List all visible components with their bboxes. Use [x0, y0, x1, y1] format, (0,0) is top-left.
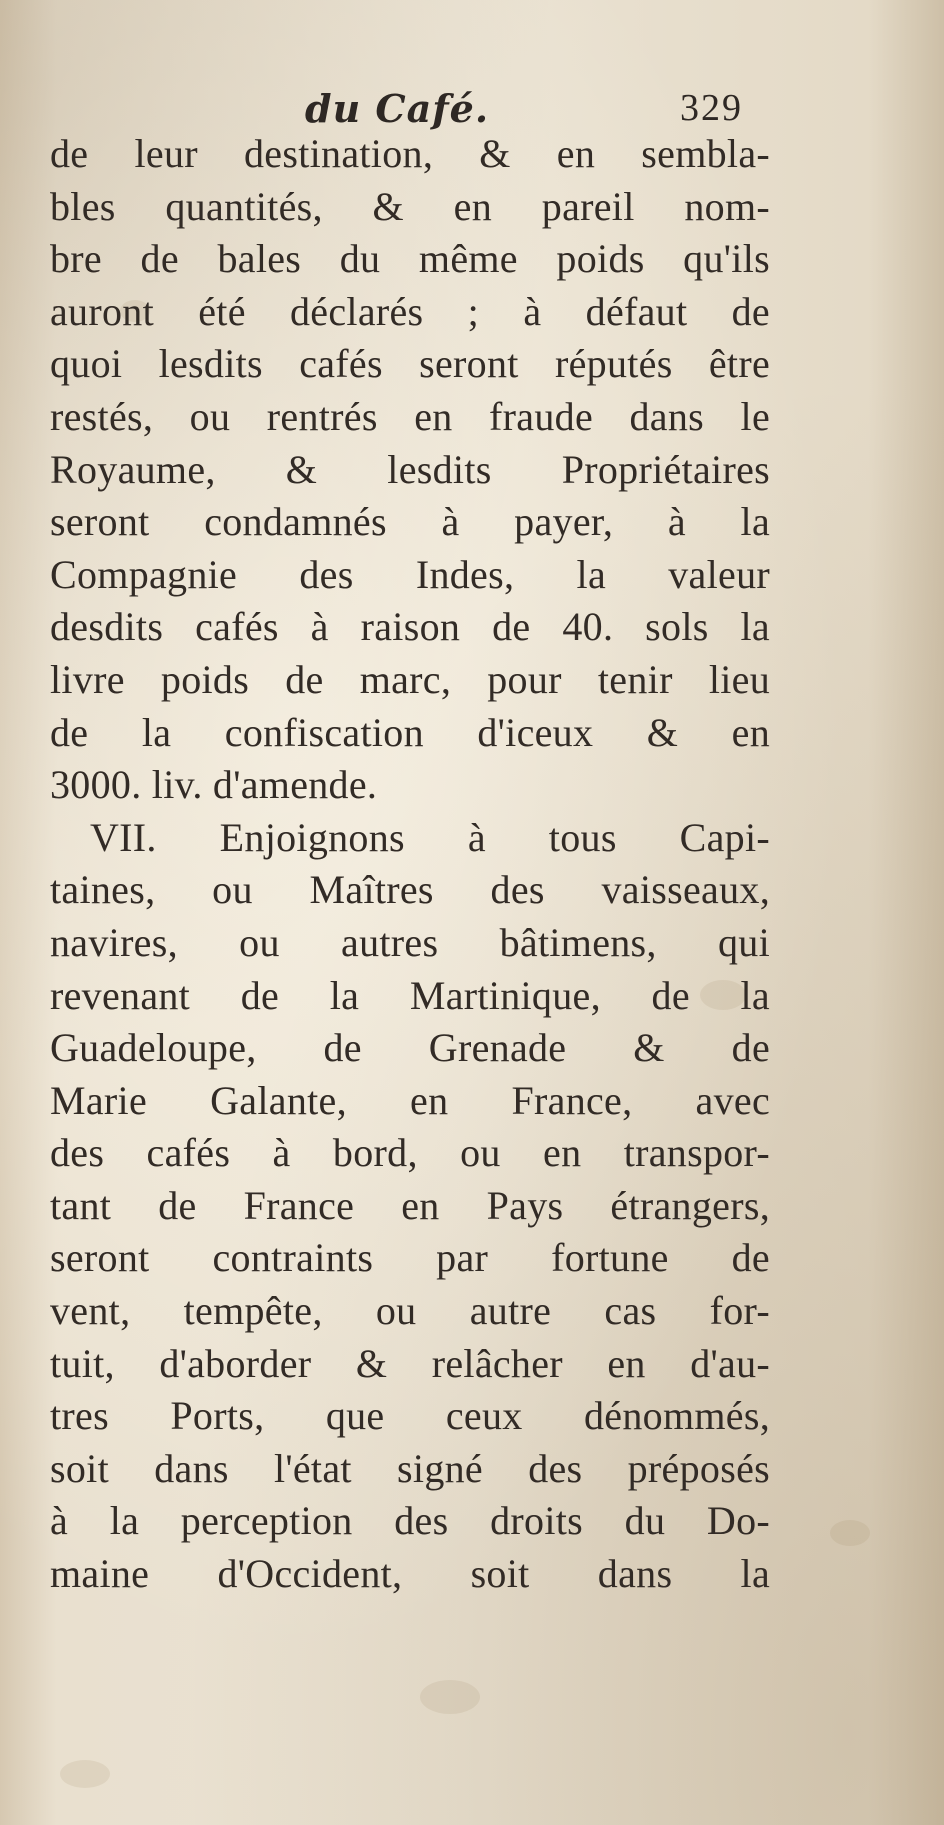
text-line: seront condamnés à payer, à la: [50, 499, 770, 545]
text-line: Compagnie des Indes, la valeur: [50, 551, 770, 597]
text-line: quoi lesdits cafés seront réputés être: [50, 341, 770, 387]
text-line: de leur destination, & en sembla-: [50, 131, 770, 176]
text-line: bre de bales du même poids qu'ils: [50, 236, 770, 282]
text-line: soit dans l'état signé des préposés: [50, 1445, 770, 1491]
text-line: navires, ou autres bâtimens, qui: [50, 919, 770, 965]
text-line: tuit, d'aborder & relâcher en d'au-: [50, 1340, 770, 1386]
text-line: auront été déclarés ; à défaut de: [50, 288, 770, 334]
text-line: livre poids de marc, pour tenir lieu: [50, 656, 770, 702]
article-heading-line: VII. Enjoignons à tous Capi-: [90, 814, 770, 860]
text-line: à la perception des droits du Do-: [50, 1498, 770, 1544]
text-line: maine d'Occident, soit dans la: [50, 1551, 770, 1597]
text-line: desdits cafés à raison de 40. sols la: [50, 604, 770, 650]
text-line: seront contraints par fortune de: [50, 1235, 770, 1281]
text-line: restés, ou rentrés en fraude dans le: [50, 393, 770, 439]
text-line: Guadeloupe, de Grenade & de: [50, 1025, 770, 1071]
text-line: Royaume, & lesdits Propriétaires: [50, 446, 770, 492]
text-line: 3000. liv. d'amende.: [50, 762, 378, 808]
text-line: taines, ou Maîtres des vaisseaux,: [50, 867, 770, 913]
text-line: tres Ports, que ceux dénommés,: [50, 1393, 770, 1439]
body-text: [50, 128, 770, 1601]
text-line: tant de France en Pays étrangers,: [50, 1182, 770, 1228]
running-title: du Café.: [305, 86, 490, 131]
text-line: Marie Galante, en France, avec: [50, 1077, 770, 1123]
text-line: de la confiscation d'iceux & en: [50, 709, 770, 755]
page-number: 329: [680, 87, 743, 129]
text-line: revenant de la Martinique, de la: [50, 972, 770, 1018]
text-line: bles quantités, & en pareil nom-: [50, 183, 770, 229]
text-line: vent, tempête, ou autre cas for-: [50, 1288, 770, 1334]
text-line: des cafés à bord, ou en transpor-: [50, 1130, 770, 1176]
